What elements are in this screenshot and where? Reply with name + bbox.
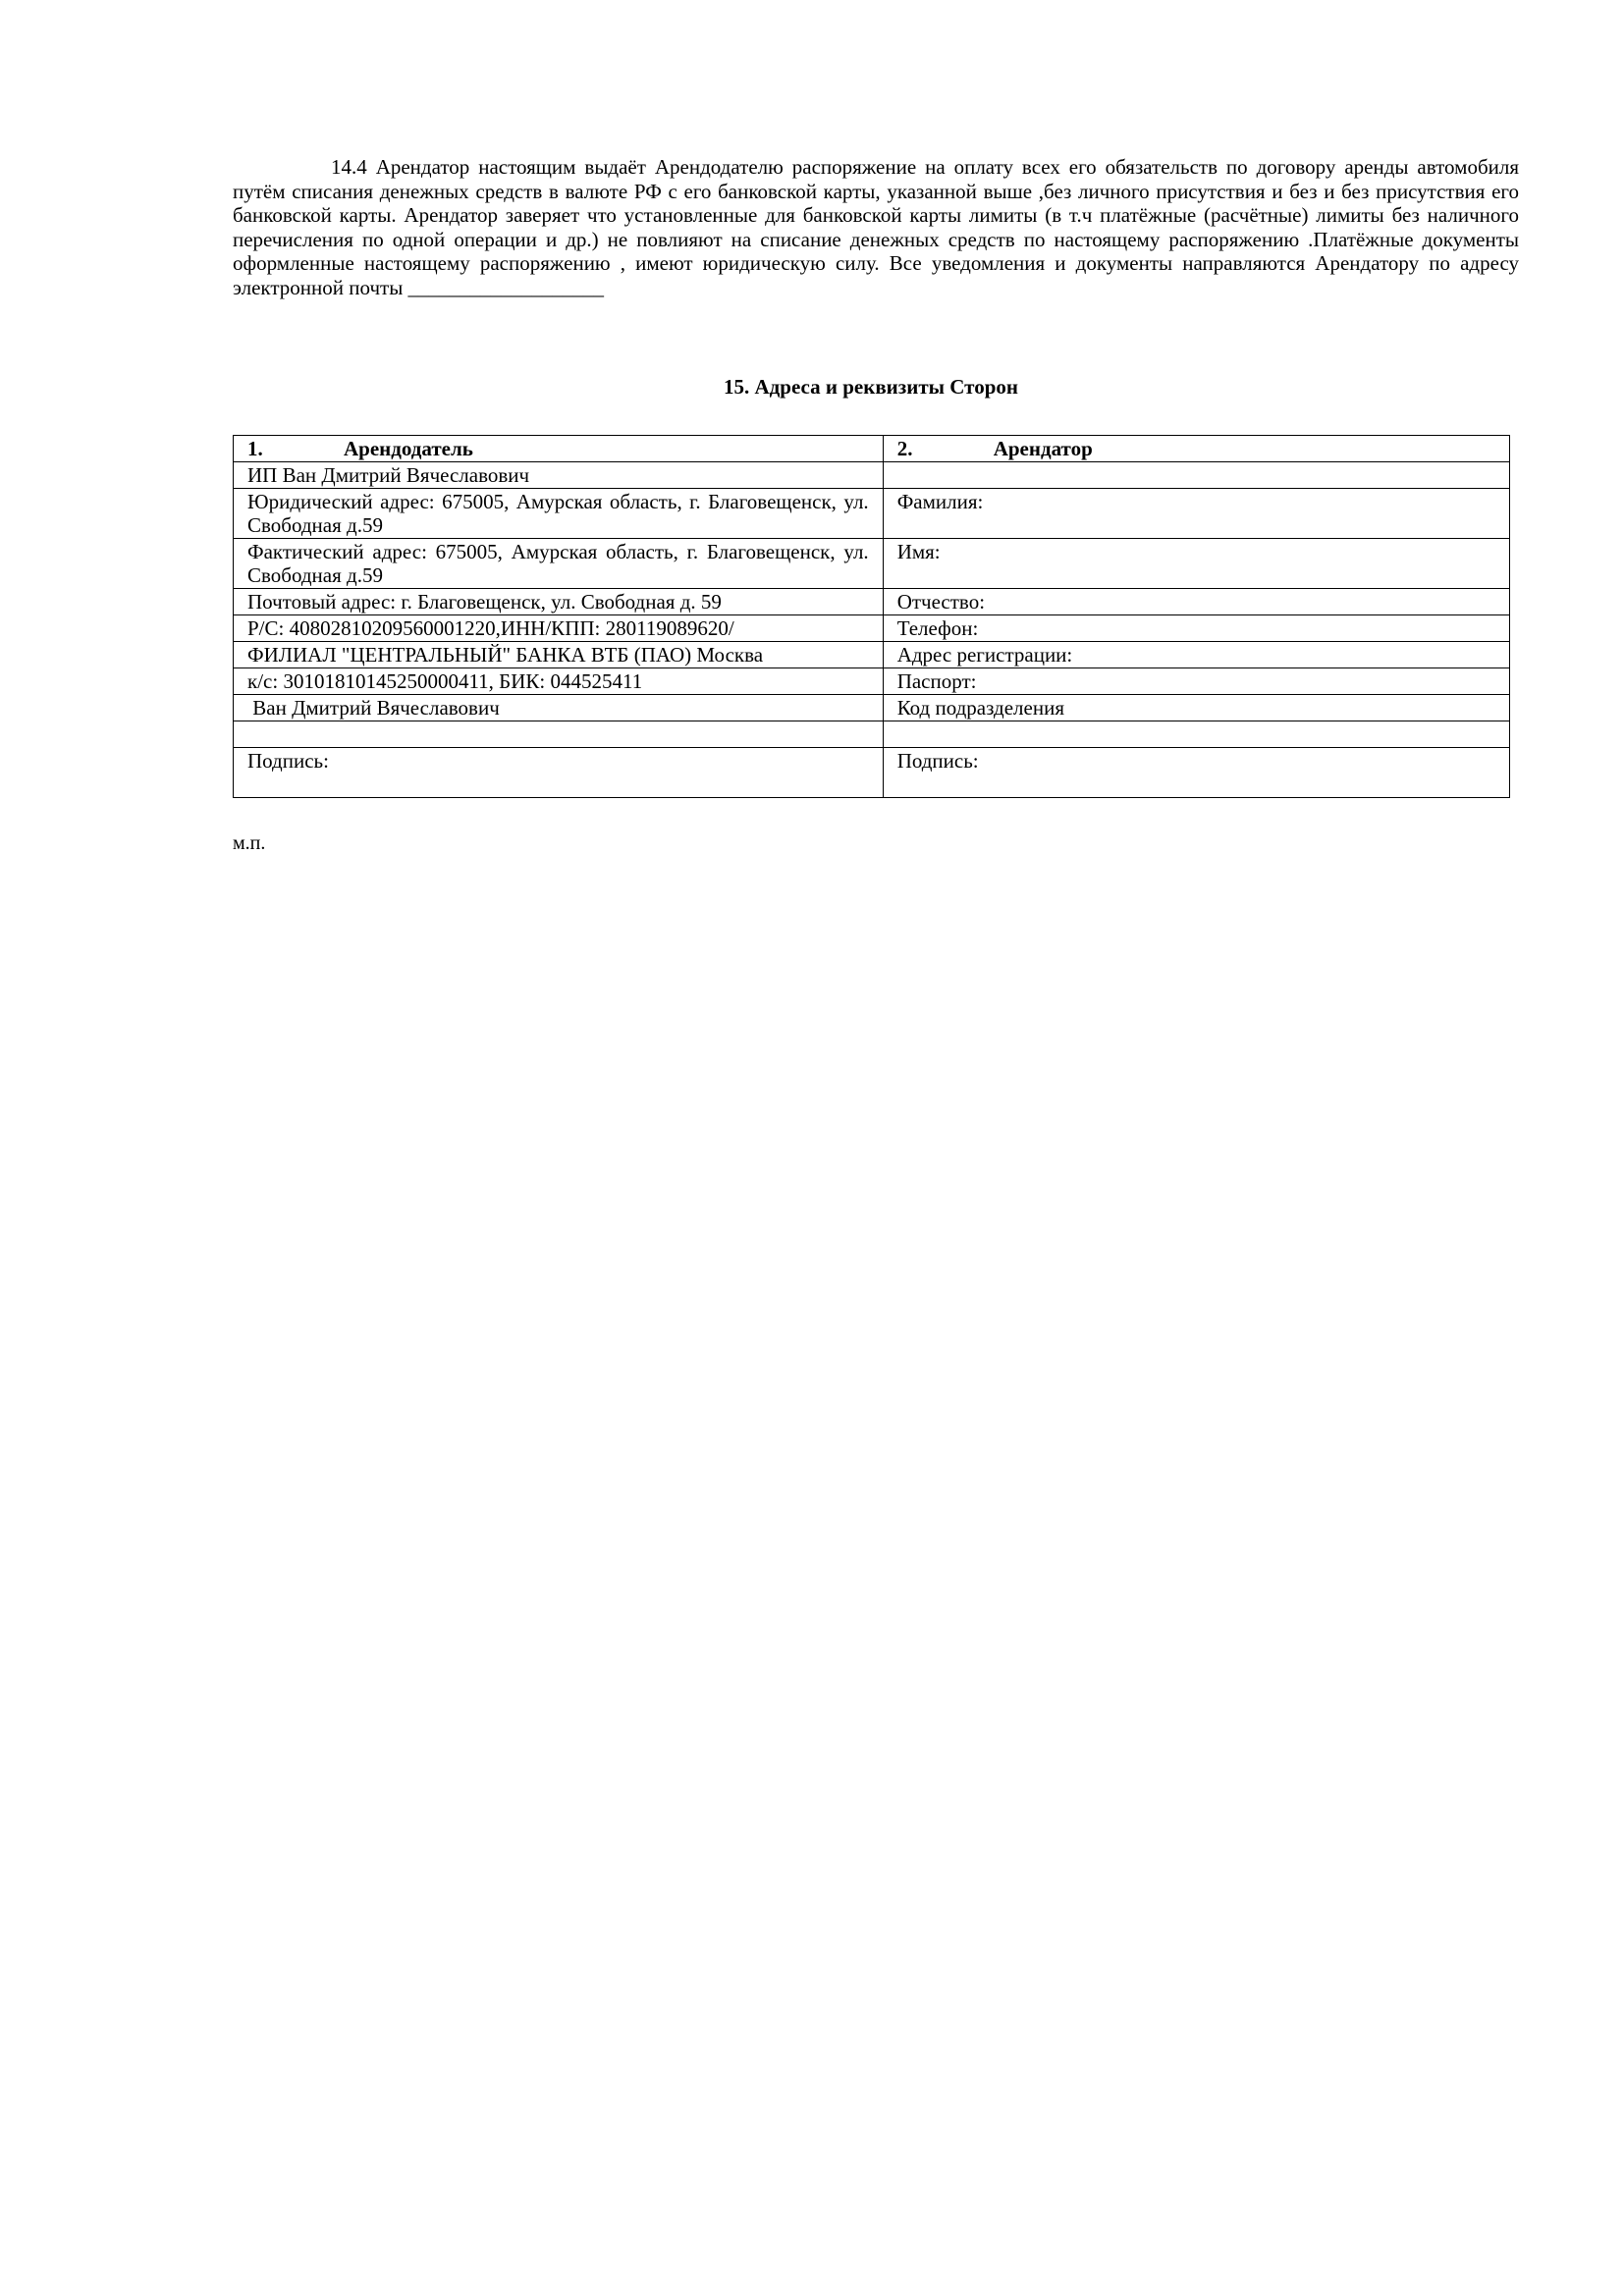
lessor-signature-label: Подпись: — [234, 748, 884, 798]
lessee-header-title: Арендатор — [993, 437, 1093, 460]
lessee-signature-label: Подпись: — [883, 748, 1509, 798]
lessor-name: ИП Ван Дмитрий Вячеславович — [234, 462, 884, 489]
lessor-account-inn: Р/С: 40802810209560001220,ИНН/КПП: 280119089620/ — [234, 615, 884, 642]
lessee-registration-address-label: Адрес регистрации: — [883, 642, 1509, 668]
lessor-bank-name: ФИЛИАЛ "ЦЕНТРАЛЬНЫЙ" БАНКА ВТБ (ПАО) Москва — [234, 642, 884, 668]
lessor-actual-address: Фактический адрес: 675005, Амурская область, г. Благовещенск, ул. Свободная д.59 — [234, 539, 884, 589]
empty-cell — [883, 721, 1509, 748]
lessee-empty-cell — [883, 462, 1509, 489]
lessee-header-cell — [883, 436, 1509, 462]
clause-14-4 — [233, 155, 1519, 300]
table-row — [234, 462, 1510, 489]
table-row — [234, 539, 1510, 589]
section-title: 15. Адреса и реквизиты Сторон — [724, 375, 1018, 399]
lessor-legal-address: Юридический адрес: 675005, Амурская область, г. Благовещенск, ул. Свободная д.59 — [234, 489, 884, 539]
lessee-phone-label: Телефон: — [883, 615, 1509, 642]
lessor-header-cell — [234, 436, 884, 462]
lessor-header-number: 1. — [247, 437, 263, 460]
lessor-corr-account-bik: к/с: 30101810145250000411, БИК: 044525411 — [234, 668, 884, 695]
lessee-passport-label: Паспорт: — [883, 668, 1509, 695]
table-row — [234, 695, 1510, 721]
lessor-postal-address: Почтовый адрес: г. Благовещенск, ул. Свободная д. 59 — [234, 589, 884, 615]
lessee-division-code-label: Код подразделения — [883, 695, 1509, 721]
lessor-signatory-name: Ван Дмитрий Вячеславович — [234, 695, 884, 721]
requisites-table — [233, 435, 1510, 798]
empty-cell — [234, 721, 884, 748]
table-header-row — [234, 436, 1510, 462]
table-row — [234, 668, 1510, 695]
lessee-header-number: 2. — [896, 437, 913, 460]
lessee-name-label: Имя: — [883, 539, 1509, 589]
lessee-surname-label: Фамилия: — [883, 489, 1509, 539]
table-row — [234, 721, 1510, 748]
lessee-patronymic-label: Отчество: — [883, 589, 1509, 615]
clause-14-4-text: 14.4 Арендатор настоящим выдаёт Арендодателю распоряжение на оплату всех его обязательств по договору аренды автомобиля путём списания денежных средств в валюте РФ с его банковской карты, указанной выше ,без личного присутствия и без и без присутствия его банковской карты. Арендатор заверяет что установленные для банковской карты лимиты (в т.ч платёжные (расчётные) лимиты без наличного перечисления по одной операции и др.) не повлияют на списание денежных средств по настоящему распоряжению .Платёжные документы оформленные настоящему распоряжению , имеют юридическую силу. Все уведомления и документы направляются Арендатору по адресу электронной почты ___________________ — [233, 155, 1519, 299]
stamp-place-label: м.п. — [233, 832, 266, 854]
table-row — [234, 489, 1510, 539]
signature-row — [234, 748, 1510, 798]
table-row — [234, 642, 1510, 668]
table-row — [234, 615, 1510, 642]
table-row — [234, 589, 1510, 615]
lessor-header-title: Арендодатель — [344, 437, 473, 460]
